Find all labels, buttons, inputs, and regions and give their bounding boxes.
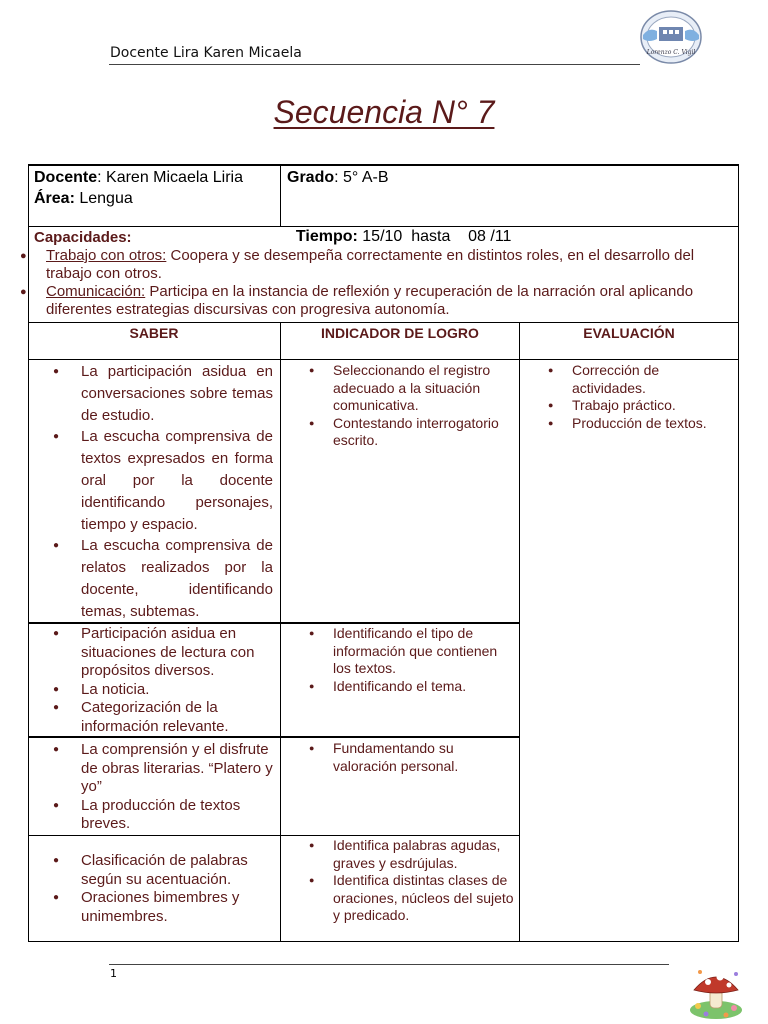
- list-item: ● Fundamentando su valoración personal.: [281, 740, 513, 775]
- capacidad-item: [0, 283, 734, 319]
- capacidades-list: [0, 247, 734, 319]
- page-number: 1: [110, 967, 117, 980]
- list-item: ● Producción de textos.: [520, 415, 732, 433]
- header-divider: [109, 64, 640, 65]
- saber-list-row-4: [28, 852, 273, 926]
- row-divider-2: [28, 736, 520, 738]
- tiempo-label: Tiempo:: [295, 228, 358, 245]
- page-title: Secuencia N° 7: [273, 94, 495, 130]
- capacidades-section: [34, 229, 734, 319]
- indicador-list-row-3: [281, 740, 513, 775]
- list-item: ● Identifica palabras agudas, graves y esdrújulas.: [281, 837, 515, 872]
- list-item: ● La escucha comprensiva de relatos realizados por la docente, identificando temas, subtemas.: [28, 535, 273, 622]
- list-item: ● La noticia.: [28, 681, 273, 700]
- tiempo-value: 15/10 hasta 08 /11: [357, 228, 512, 245]
- saber-list-row-1: [28, 361, 273, 623]
- indicador-list-row-2: [281, 625, 513, 695]
- column-header-evaluacion: EVALUACIÓN: [583, 325, 675, 341]
- info-teacher-area: [34, 167, 243, 209]
- saber-list-row-3: [28, 741, 273, 834]
- table-border-top: [28, 164, 739, 166]
- column-header-divider: [28, 359, 739, 360]
- saber-list-row-2: [28, 625, 273, 736]
- table-border-bottom: [28, 941, 739, 942]
- table-border-right: [738, 164, 739, 942]
- capacidad-text: Participa en la instancia de reflexión y recuperación de la narración oral aplicando diferentes estrategias discursivas con progresiva autonomía.: [46, 283, 694, 318]
- list-item: ● Trabajo práctico.: [520, 397, 732, 415]
- capacidades-label: Capacidades:: [34, 229, 132, 246]
- list-item: ● Identificando el tipo de información que contienen los textos.: [281, 625, 513, 678]
- capacidades-divider: [28, 322, 739, 323]
- docente-value: : Karen Micaela Liria: [97, 169, 243, 186]
- indicador-list-row-1: [281, 362, 513, 450]
- info-grade: [287, 167, 389, 188]
- list-item: ● La participación asidua en conversaciones sobre temas de estudio.: [28, 361, 273, 426]
- list-item: ● Identifica distintas clases de oraciones, núcleos del sujeto y predicado.: [281, 872, 515, 925]
- list-item: ● Categorización de la información relevante.: [28, 699, 273, 736]
- area-label: Área:: [34, 190, 75, 207]
- capacidad-item: [0, 247, 734, 283]
- docente-label: Docente: [34, 169, 98, 186]
- grado-label: Grado: [287, 169, 335, 186]
- list-item: ● Identificando el tema.: [281, 678, 513, 696]
- indicador-list-row-4: [281, 837, 515, 925]
- grado-value: : 5° A-B: [334, 169, 389, 186]
- capacidad-text: Coopera y se desempeña correctamente en distintos roles, en el desarrollo del trabajo con otros.: [46, 247, 695, 282]
- column-header-indicador: INDICADOR DE LOGRO: [321, 325, 479, 341]
- list-item: ● La escucha comprensiva de textos expresados en forma oral por la docente identificando personajes, tiempo y espacio.: [28, 426, 273, 535]
- logo-text: Lorenzo C. Vigil: [646, 49, 696, 56]
- list-item: ● Seleccionando el registro adecuado a la situación comunicativa.: [281, 362, 513, 415]
- list-item: ● Contestando interrogatorio escrito.: [281, 415, 513, 450]
- capacidad-head: Comunicación:: [46, 283, 146, 300]
- info-divider-vertical: [280, 164, 281, 226]
- mushroom-decoration-icon: [686, 962, 746, 1022]
- list-item: ● La producción de textos breves.: [28, 797, 273, 834]
- area-value: Lengua: [74, 190, 133, 207]
- footer-divider: [109, 964, 669, 965]
- list-item: ● La comprensión y el disfrute de obras literarias. “Platero y yo”: [28, 741, 273, 797]
- evaluacion-list: [520, 362, 732, 432]
- list-item: ● Corrección de actividades.: [520, 362, 732, 397]
- capacidad-head: Trabajo con otros:: [46, 247, 167, 264]
- column-header-saber: SABER: [129, 325, 179, 341]
- header-teacher-name: Docente Lira Karen Micaela: [110, 45, 302, 61]
- list-item: ● Participación asidua en situaciones de lectura con propósitos diversos.: [28, 625, 273, 681]
- list-item: ● Oraciones bimembres y unimembres.: [28, 889, 273, 926]
- row-divider-3: [28, 835, 520, 836]
- list-item: ● Clasificación de palabras según su acentuación.: [28, 852, 273, 889]
